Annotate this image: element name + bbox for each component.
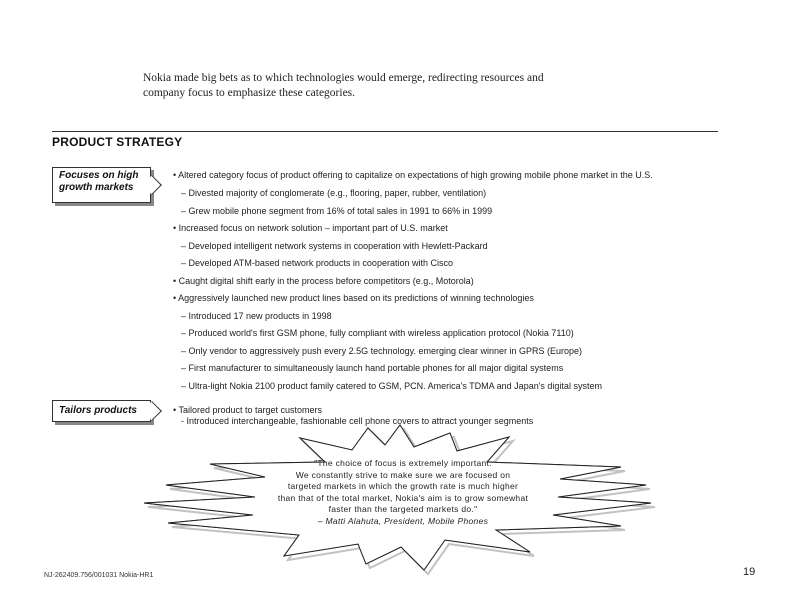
bullet-item: • Aggressively launched new product lines based on its predictions of winning technologies [173,293,534,303]
growth-label-line-1: Focuses on high [59,170,139,181]
sub-bullet-item: – Grew mobile phone segment from 16% of total sales in 1991 to 66% in 1999 [181,206,493,216]
page-number: 19 [743,566,756,578]
sub-bullet-item: – Developed ATM-based network products in cooperation with Cisco [181,258,453,268]
sub-bullet-item: – Divested majority of conglomerate (e.g., flooring, paper, rubber, ventilation) [181,188,487,198]
quote-line: We constantly strive to make sure we are focused on [295,469,511,480]
sub-bullet-item: – Produced world's first GSM phone, fully compliant with wireless application protocol (Nokia 7110) [181,328,574,338]
quote-line: "The choice of focus is extremely important. [314,458,492,468]
sub-bullet-item: – Introduced 17 new products in 1998 [181,311,332,321]
quote-line: faster than the targeted markets do." [328,504,478,514]
bullet-item: • Caught digital shift early in the process before competitors (e.g., Motorola) [173,276,474,286]
intro-line-1: Nokia made big bets as to which technologies would emerge, redirecting resources and [143,72,544,84]
bullet-item: • Altered category focus of product offering to capitalize on expectations of high growing mobile phone market in the U.S. [173,170,653,180]
sub-bullet-item: – First manufacturer to simultaneously launch hand portable phones for all major digital systems [181,363,564,373]
quote-attribution: – Matti Alahuta, President, Mobile Phones [317,515,489,526]
document-code: NJ-262409.756/001031 Nokia-HR1 [44,572,154,579]
quote-line: targeted markets in which the growth rate is much higher [287,481,519,491]
growth-label-line-2: growth markets [59,182,134,193]
section-title: PRODUCT STRATEGY [52,135,183,149]
bullet-item: • Increased focus on network solution – important part of U.S. market [173,223,448,233]
intro-line-2: company focus to emphasize these categories. [143,87,356,99]
quote-text [258,458,548,527]
tailors-label-text: Tailors products [59,405,137,416]
sub-bullet-item: – Ultra-light Nokia 2100 product family catered to GSM, PCN. America's TDMA and Japan's digital system [181,381,602,391]
sub-bullet-item: – Developed intelligent network systems in cooperation with Hewlett-Packard [181,241,488,251]
sub-bullet-item: - Introduced interchangeable, fashionable cell phone covers to attract younger segments [181,416,534,426]
bullet-item: • Tailored product to target customers [173,405,323,415]
quote-line: than that of the total market, Nokia's aim is to grow somewhat [277,492,529,503]
sub-bullet-item: – Only vendor to aggressively push every 2.5G technology. emerging clear winner in GPRS (Europe) [181,346,583,356]
